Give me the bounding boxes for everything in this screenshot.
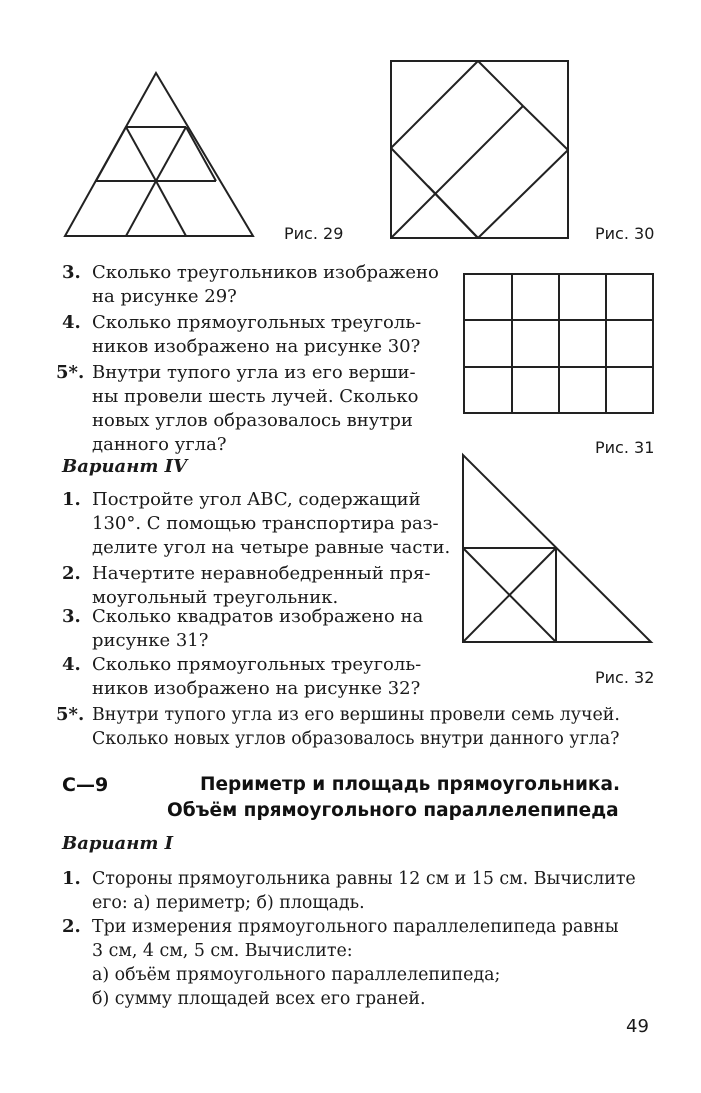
task-text-line: Сколько квадратов изображено на	[92, 606, 424, 627]
section-code: С—9	[62, 774, 109, 796]
task-text-line: ников изображено на рисунке 32?	[92, 678, 421, 699]
task-text-line: Внутри тупого угла из его верши-	[92, 362, 416, 383]
section-title-line-2: Объём прямоугольного параллелепипеда	[167, 800, 619, 821]
task-text-line: б) сумму площадей всех его граней.	[92, 989, 426, 1009]
figure-32-caption: Рис. 32	[595, 668, 655, 687]
variant-heading: Вариант IV	[62, 456, 188, 477]
task-text-line: Постройте угол ABC, содержащий	[92, 489, 421, 510]
task-text-line: Сколько прямоугольных треуголь-	[92, 312, 422, 333]
task-number: 1.	[62, 868, 81, 889]
task-text-line: ны провели шесть лучей. Сколько	[92, 386, 419, 407]
task-text-line: Начертите неравнобедренный пря-	[92, 563, 431, 584]
task-number: 2.	[62, 563, 81, 584]
task-number: 2.	[62, 916, 81, 937]
task-text-line: Стороны прямоугольника равны 12 см и 15 см. Вычислите	[92, 869, 636, 889]
task-text-line: данного угла?	[92, 434, 227, 455]
page-number: 49	[626, 1016, 649, 1037]
figure-31-grid	[462, 272, 656, 416]
task-number: 5*.	[56, 362, 85, 383]
task-text-line: Сколько треугольников изображено	[92, 262, 439, 283]
figure-30-square	[388, 58, 572, 242]
task-text-line: моугольный треугольник.	[92, 587, 339, 608]
section-title-line-1: Периметр и площадь прямоугольника.	[200, 774, 620, 795]
figure-29-caption: Рис. 29	[284, 224, 344, 243]
task-number: 1.	[62, 489, 81, 510]
figure-30-caption: Рис. 30	[595, 224, 655, 243]
task-text-line: Сколько прямоугольных треуголь-	[92, 654, 422, 675]
task-text-line: его: а) периметр; б) площадь.	[92, 893, 365, 913]
task-text-line: на рисунке 29?	[92, 286, 237, 307]
figure-29-triangle	[60, 70, 260, 240]
task-number: 3.	[62, 606, 81, 627]
task-number: 3.	[62, 262, 81, 283]
task-text-line: Три измерения прямоугольного параллелепипеда равны	[92, 917, 619, 937]
task-number: 4.	[62, 312, 81, 333]
figure-32-right-triangle	[460, 452, 656, 646]
variant-heading: Вариант I	[62, 833, 174, 854]
task-text-line: 130°. С помощью транспортира раз-	[92, 513, 439, 534]
task-text-line: Сколько новых углов образовалось внутри данного угла?	[92, 729, 620, 749]
task-text-line: рисунке 31?	[92, 630, 209, 651]
figure-31-caption: Рис. 31	[595, 438, 655, 457]
task-text-line: 3 см, 4 см, 5 см. Вычислите:	[92, 941, 353, 961]
task-text-line: ников изображено на рисунке 30?	[92, 336, 421, 357]
task-text-line: новых углов образовалось внутри	[92, 410, 413, 431]
task-number: 5*.	[56, 704, 85, 725]
task-text-line: делите угол на четыре равные части.	[92, 537, 451, 558]
task-text-line: а) объём прямоугольного параллелепипеда;	[92, 965, 501, 985]
task-text-line: Внутри тупого угла из его вершины провели семь лучей.	[92, 705, 620, 725]
task-number: 4.	[62, 654, 81, 675]
